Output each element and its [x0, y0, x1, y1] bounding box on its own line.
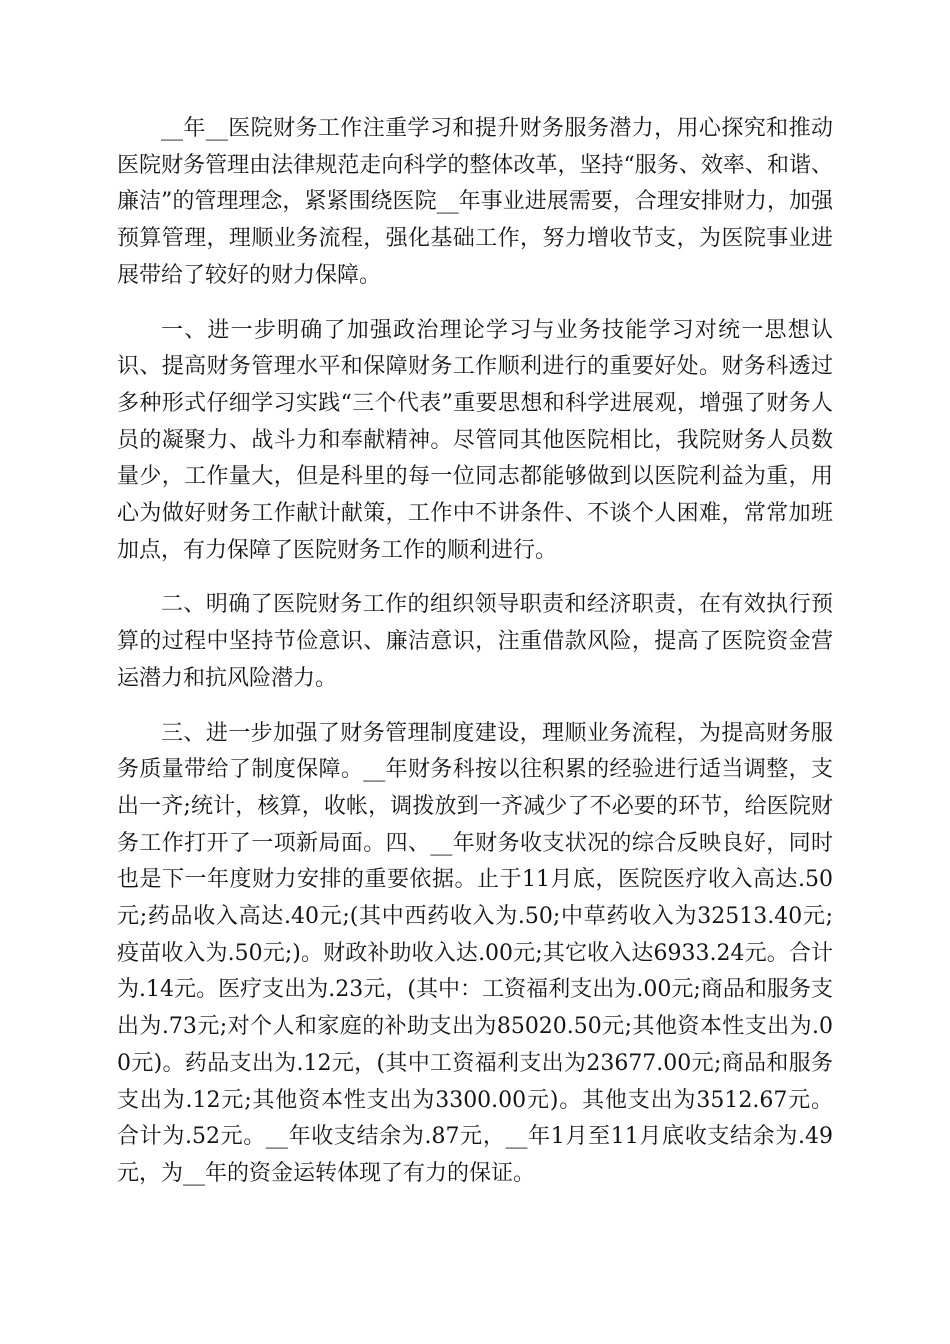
document-body: [117, 111, 833, 1193]
paragraph-section-one: 一、进一步明确了加强政治理论学习与业务技能学习对统一思想认识、提高财务管理水平和保障财务工作顺利进行的重要好处。财务科透过多种形式仔细学习实践“三个代表”重要思想和科学进展观，增强了财务人员的凝聚力、战斗力和奉献精神。尽管同其他医院相比，我院财务人员数量少，工作量大，但是科里的每一位同志都能够做到以医院利益为重，用心为做好财务工作献计献策，工作中不讲条件、不谈个人困难，常常加班加点，有力保障了医院财务工作的顺利进行。: [117, 317, 833, 563]
paragraph-intro: __年__医院财务工作注重学习和提升财务服务潜力，用心探究和推动医院财务管理由法律规范走向科学的整体改革，坚持“服务、效率、和谐、廉洁”的管理理念，紧紧围绕医院__年事业进展需要，合理安排财力，加强预算管理，理顺业务流程，强化基础工作，努力增收节支，为医院事业进展带给了较好的财力保障。: [117, 116, 833, 288]
paragraph-section-two: 二、明确了医院财务工作的组织领导职责和经济职责，在有效执行预算的过程中坚持节俭意识、廉洁意识，注重借款风险，提高了医院资金营运潜力和抗风险潜力。: [117, 592, 833, 691]
paragraph-section-three: 三、进一步加强了财务管理制度建设，理顺业务流程，为提高财务服务质量带给了制度保障。__年财务科按以往积累的经验进行适当调整，支出一齐;统计，核算，收帐，调拨放到一齐减少了不必要的环节，给医院财务工作打开了一项新局面。四、__年财务收支状况的综合反映良好，同时也是下一年度财力安排的重要依据。止于11月底，医院医疗收入高达.50元;药品收入高达.40元;(其中西药收入为.50;中草药收入为32513.40元;疫苗收入为.50元;)。财政补助收入达.00元;其它收入达6933.24元。合计为.14元。医疗支出为.23元，(其中：工资福利支出为.00元;商品和服务支出为.73元;对个人和家庭的补助支出为85020.50元;其他资本性支出为.00元)。药品支出为.12元，(其中工资福利支出为23677.00元;商品和服务支出为.12元;其他资本性支出为3300.00元)。其他支出为3512.67元。合计为.52元。__年收支结余为.87元，__年1月至11月底收支结余为.49元，为__年的资金运转体现了有力的保证。: [117, 720, 833, 1186]
